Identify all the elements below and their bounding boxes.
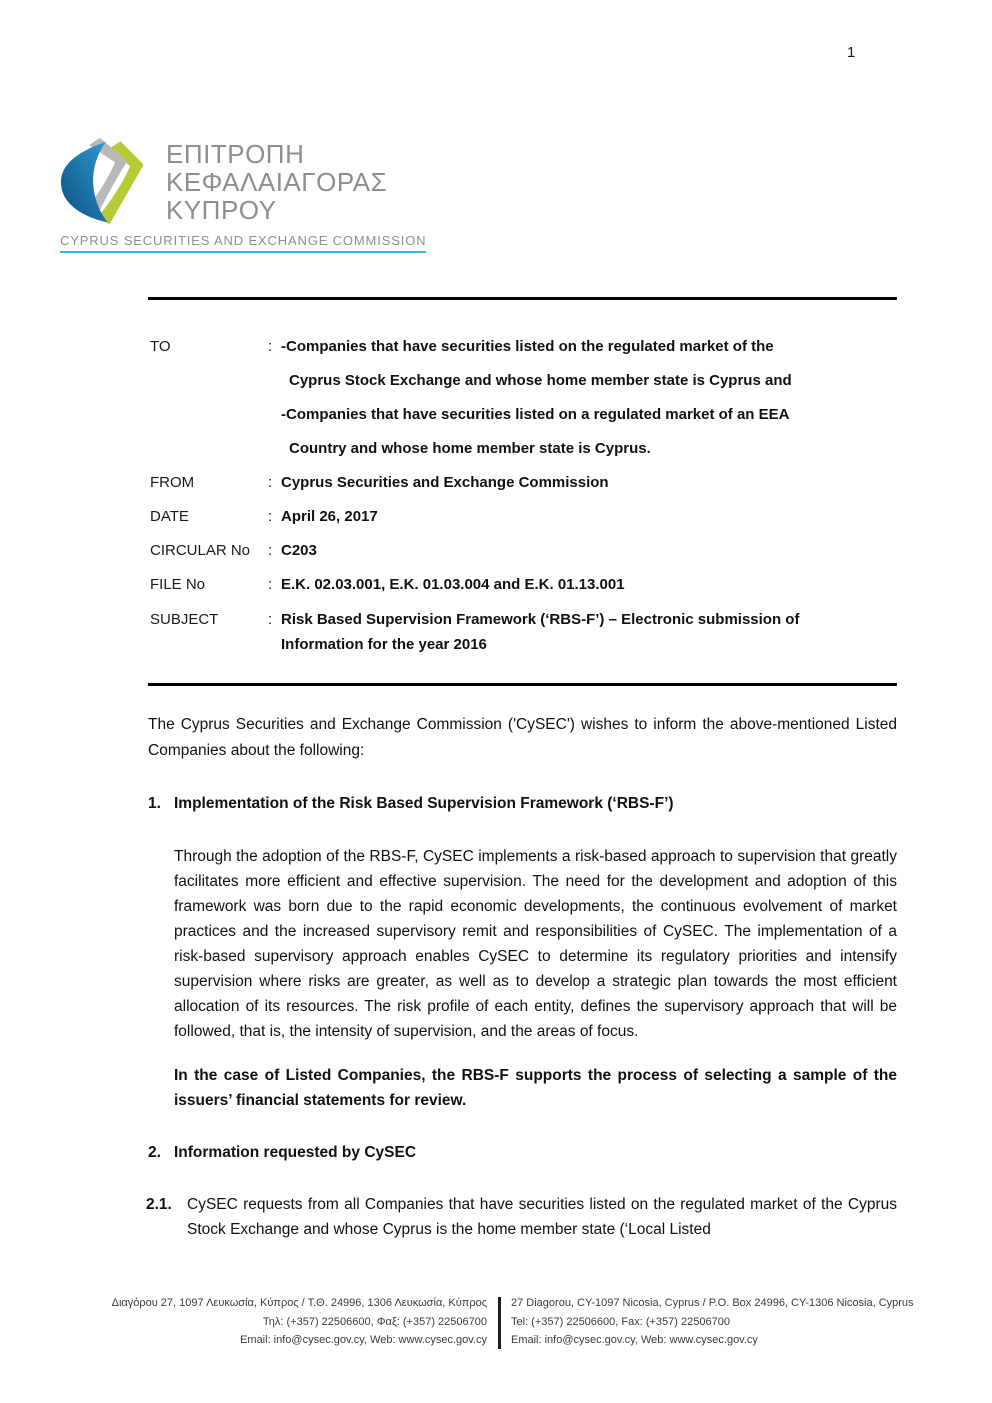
- section-2-heading: [148, 1142, 897, 1164]
- meta-row-file: [150, 568, 897, 602]
- letter-body: [148, 297, 897, 1242]
- section-2-title: Information requested by CySEC: [174, 1144, 417, 1161]
- item-2-1-text: CySEC requests from all Companies that have securities listed on the regulated market of the Cyprus Stock Exchange and whose Cyprus is the home member state (‘Local Listed: [187, 1196, 897, 1238]
- letterhead-footer: [0, 1294, 992, 1350]
- cysec-logo-icon: [60, 136, 154, 232]
- section-2-number: 2.: [148, 1144, 161, 1161]
- meta-value-subject: Risk Based Supervision Framework (‘RBS-F’) – Electronic submission of Information for the year 2016: [281, 611, 800, 653]
- meta-label-from: FROM: [150, 474, 195, 491]
- footer-address-greek: Διαγόρου 27, 1097 Λευκωσία, Κύπρος / Τ.Θ. 24996, 1306 Λευκωσία, Κύπρος Τηλ: (+357) 22506600, Φαξ: (+357) 22506700 Email: info@cysec.gov.cy, Web: www.cysec.gov.cy: [111, 1297, 487, 1346]
- meta-value-date: April 26, 2017: [281, 508, 378, 525]
- footer-address-english: 27 Diagorou, CY-1097 Nicosia, Cyprus / P.O. Box 24996, CY-1306 Nicosia, Cyprus Tel: (+357) 22506600, Fax: (+357) 22506700 Email: info@cysec.gov.cy, Web: www.cysec.gov.cy: [511, 1297, 914, 1346]
- meta-label-file: FILE No: [150, 576, 206, 593]
- section-1-paragraph: Through the adoption of the RBS-F, CySEC implements a risk-based approach to supervision that greatly facilitates more efficient and effective supervision. The need for the development and adoption of this framework was born due to the rapid economic developments, the continuous evolvement of market practices and the increased supervisory remit and responsibilities of CySEC. The implementation of a risk-based supervisory approach enables CySEC to determine its regulatory priorities and intensify supervision where risks are greater, as well as to develop a strategic plan towards the most efficient allocation of its resources. The risk profile of each entity, defines the supervisory approach that will be followed, that is, the intensity of supervision, and the areas of focus.: [174, 848, 897, 1040]
- meta-label-subject: SUBJECT: [150, 611, 219, 628]
- meta-colon: :: [268, 576, 273, 593]
- section-1-number: 1.: [148, 795, 161, 812]
- bottom-rule: [148, 683, 897, 686]
- footer-divider: [498, 1297, 501, 1349]
- meta-label-date: DATE: [150, 508, 189, 525]
- meta-label-circular: CIRCULAR No: [150, 542, 251, 559]
- letter-meta-block: [148, 300, 897, 683]
- meta-value-to: -Companies that have securities listed on the regulated market of the Cyprus Stock Exchange and whose home member state is Cyprus and -Companies that have securities listed on a regulated market of an EEA Country and whose home member state is Cyprus.: [281, 338, 792, 457]
- meta-row-from: [150, 466, 897, 500]
- cysec-logo: [60, 136, 426, 253]
- meta-value-file: E.K. 02.03.001, E.K. 01.03.004 and E.K. 01.13.001: [281, 576, 625, 593]
- meta-colon: :: [268, 508, 273, 525]
- page-number: 1: [847, 44, 856, 61]
- item-2-1-number: 2.1.: [146, 1196, 172, 1213]
- meta-value-from: Cyprus Securities and Exchange Commission: [281, 474, 609, 491]
- meta-value-circular: C203: [281, 542, 317, 559]
- meta-colon: :: [268, 474, 273, 491]
- logo-caption: CYPRUS SECURITIES AND EXCHANGE COMMISSION: [60, 233, 426, 253]
- meta-colon: :: [268, 542, 273, 559]
- logo-greek-text: ΕΠΙΤΡΟΠΗ ΚΕΦΑΛΑΙΑΓΟΡΑΣ ΚΥΠΡΟΥ: [166, 139, 388, 225]
- section-1-bold-note: In the case of Listed Companies, the RBS-F supports the process of selecting a sample of the issuers’ financial statements for review.: [174, 1067, 897, 1109]
- meta-row-to: [150, 330, 897, 466]
- meta-label-to: TO: [150, 338, 171, 355]
- item-2-1: [146, 1192, 897, 1242]
- section-1-heading: [148, 793, 897, 815]
- meta-colon: :: [268, 338, 273, 355]
- logo-blue-sail: [61, 142, 108, 223]
- meta-colon: :: [268, 611, 273, 628]
- intro-paragraph: The Cyprus Securities and Exchange Commission ('CySEC') wishes to inform the above-mentioned Listed Companies about the following:: [148, 716, 897, 759]
- meta-row-date: [150, 500, 897, 534]
- section-1-title: Implementation of the Risk Based Supervision Framework (‘RBS-F’): [174, 795, 674, 812]
- meta-row-circular: [150, 534, 897, 568]
- meta-row-subject: [150, 602, 897, 657]
